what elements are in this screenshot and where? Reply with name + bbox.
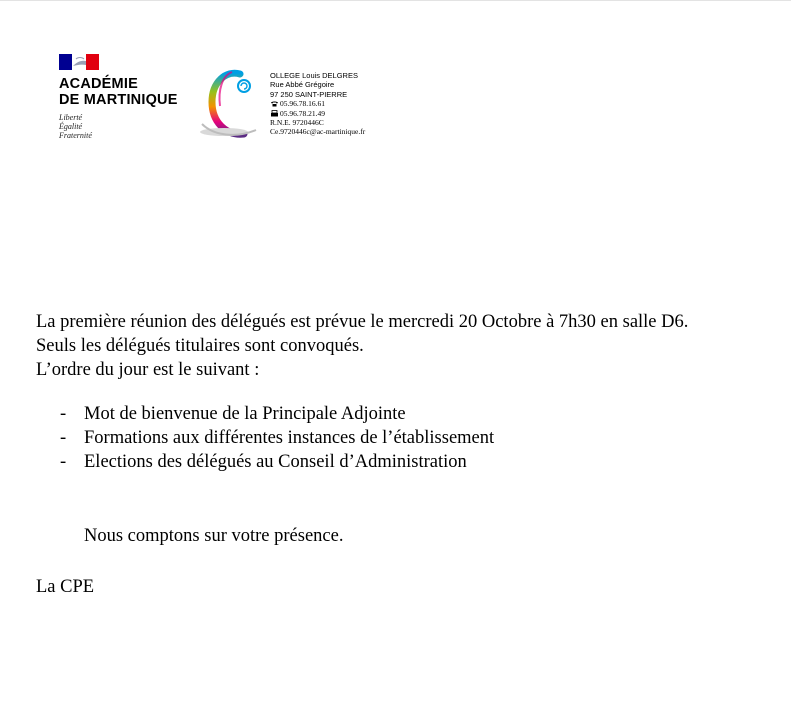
academy-name-line2: DE MARTINIQUE xyxy=(59,92,178,108)
college-c-logo-icon xyxy=(196,66,268,142)
convocation-notice: Seuls les délégués titulaires sont convoqués. xyxy=(36,336,364,356)
page-top-border xyxy=(0,0,791,1)
motto-liberte: Liberté xyxy=(59,113,83,122)
phone-icon xyxy=(270,100,279,107)
college-rne: R.N.E. 9720446C xyxy=(270,118,324,128)
agenda-item xyxy=(36,402,756,426)
marianne-flag-icon xyxy=(59,54,99,70)
agenda-item-text: Formations aux différentes instances de l’établissement xyxy=(84,428,495,448)
bullet-dash: - xyxy=(60,428,67,448)
motto-fraternite: Fraternité xyxy=(59,131,92,140)
academy-logo xyxy=(59,54,199,140)
college-name: OLLEGE Louis DELGRES xyxy=(270,71,358,80)
college-phone-line xyxy=(270,99,365,108)
agenda-item-text: Elections des délégués au Conseil d’Administration xyxy=(84,452,467,472)
motto-egalite: Égalité xyxy=(59,122,83,131)
signature: La CPE xyxy=(36,577,95,597)
bullet-dash: - xyxy=(60,452,67,472)
letter-body xyxy=(36,310,756,599)
fax-icon xyxy=(270,110,279,117)
agenda-item xyxy=(36,426,756,450)
college-address-block xyxy=(270,71,365,137)
academy-name xyxy=(59,76,199,108)
closing-line: Nous comptons sur votre présence. xyxy=(84,526,344,546)
college-city: 97 250 SAINT-PIERRE xyxy=(270,89,348,99)
republic-motto xyxy=(59,113,199,140)
college-fax: 05.96.78.21.49 xyxy=(280,108,325,118)
agenda-item-text: Mot de bienvenue de la Principale Adjointe xyxy=(84,404,406,424)
college-email: Ce.9720446c@ac-martinique.fr xyxy=(270,127,366,137)
academy-name-line1: ACADÉMIE xyxy=(59,76,138,92)
college-phone: 05.96.78.16.61 xyxy=(280,99,325,109)
meeting-announcement: La première réunion des délégués est prévue le mercredi 20 Octobre à 7h30 en salle D6. xyxy=(36,312,689,332)
agenda-intro: L’ordre du jour est le suivant : xyxy=(36,360,260,380)
college-fax-line xyxy=(270,109,365,118)
bullet-dash: - xyxy=(60,404,67,424)
agenda-item xyxy=(36,450,756,474)
agenda-list xyxy=(36,402,756,474)
college-street: Rue Abbé Grégoire xyxy=(270,80,335,90)
